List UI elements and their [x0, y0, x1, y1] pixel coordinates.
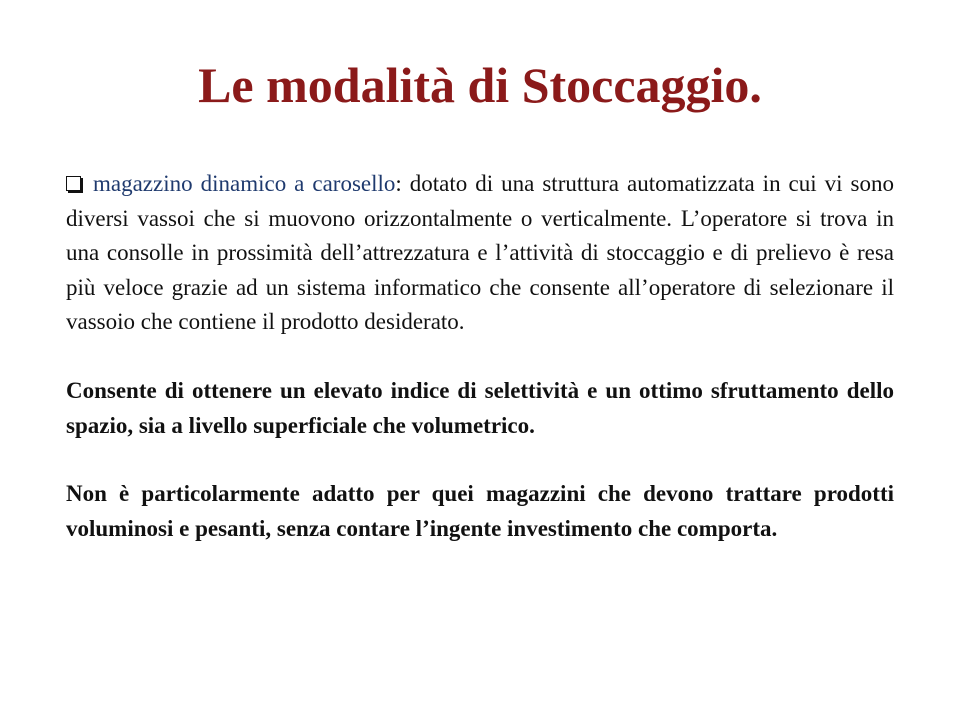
bullet-paragraph [66, 167, 894, 340]
selectivity-paragraph: Consente di ottenere un elevato indice di selettività e un ottimo sfruttamento dello spazio, sia a livello superficiale che volumetrico. [66, 377, 894, 438]
bullet-term: magazzino dinamico a carosello [93, 171, 396, 196]
slide-title: Le modalità di Stoccaggio. [198, 57, 762, 113]
bullet-separator: : [395, 171, 402, 196]
hollow-square-bullet-icon [66, 176, 81, 191]
bullet-text: dotato di una struttura automatizzata in cui vi sono diversi vassoi che si muovono orizzontalmente o verticalmente. L’operatore si trova in una consolle in prossimità dell’attrezzatura e l’attività di stoccaggio e di prelievo è resa più veloce grazie ad un sistema informatico che consente all’operatore di selezionare il vassoio che contiene il prodotto desiderato. [66, 171, 894, 335]
limitations-paragraph: Non è particolarmente adatto per quei magazzini che devono trattare prodotti voluminosi e pesanti, senza contare l’ingente investimento che comporta. [66, 481, 894, 541]
slide-body [66, 167, 894, 546]
